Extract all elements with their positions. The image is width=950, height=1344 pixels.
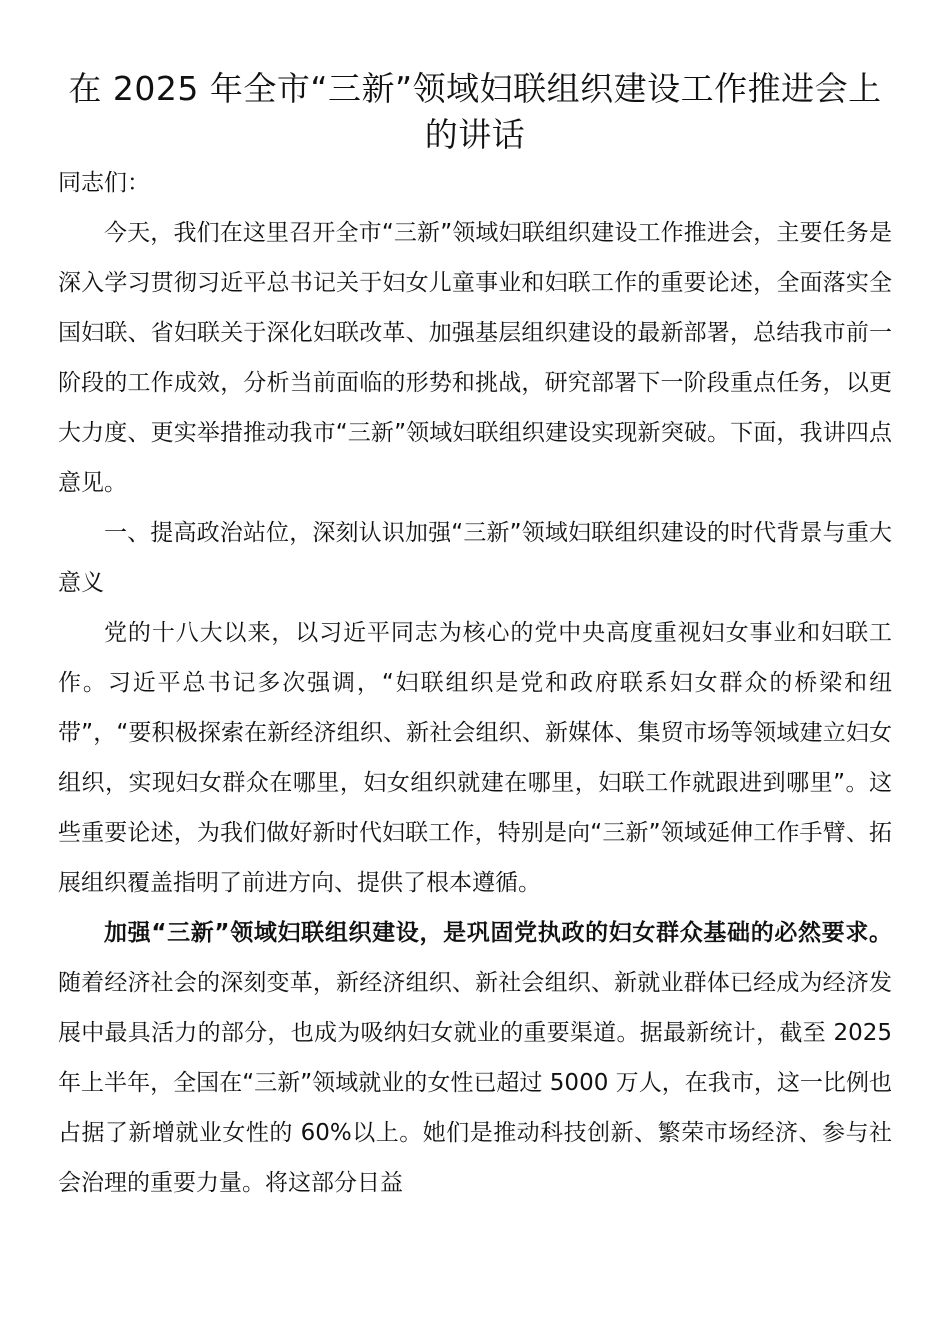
salutation: 同志们： <box>58 170 150 196</box>
section-heading-1-text: 一、提高政治站位，深刻认识加强“三新”领域妇联组织建设的时代背景与重大意义 <box>58 520 892 596</box>
paragraph-background <box>58 608 892 908</box>
document-page <box>58 66 892 1208</box>
paragraph-intro <box>58 208 892 508</box>
paragraph-intro-text: 今天，我们在这里召开全市“三新”领域妇联组织建设工作推进会，主要任务是深入学习贯彻习近平总书记关于妇女儿童事业和妇联工作的重要论述，全面落实全国妇联、省妇联关于深化妇联改革、加强基层组织建设的最新部署，总结我市前一阶段的工作成效，分析当前面临的形势和挑战，研究部署下一阶段重点任务，以更大力度、更实举措推动我市“三新”领域妇联组织建设实现新突破。下面，我讲四点意见。 <box>58 220 892 496</box>
document-title: 在 2025 年全市“三新”领域妇联组织建设工作推进会上的讲话 <box>68 69 882 154</box>
paragraph-significance-text: 随着经济社会的深刻变革，新经济组织、新社会组织、新就业群体已经成为经济发展中最具活力的部分，也成为吸纳妇女就业的重要渠道。据最新统计，截至 2025 年上半年，全国在“三新”领域就业的女性已超过 5000 万人，在我市，这一比例也占据了新增就业女性的 60%以上。她们是推动科技创新、繁荣市场经济、参与社会治理的重要力量。将这部分日益 <box>58 970 892 1196</box>
paragraph-significance-lead: 加强“三新”领域妇联组织建设，是巩固党执政的妇女群众基础的必然要求。 <box>104 920 892 946</box>
paragraph-background-text: 党的十八大以来，以习近平同志为核心的党中央高度重视妇女事业和妇联工作。习近平总书记多次强调，“妇联组织是党和政府联系妇女群众的桥梁和纽带”，“要积极探索在新经济组织、新社会组织、新媒体、集贸市场等领域建立妇女组织，实现妇女群众在哪里，妇女组织就建在哪里，妇联工作就跟进到哪里”。这些重要论述，为我们做好新时代妇联工作，特别是向“三新”领域延伸工作手臂、拓展组织覆盖指明了前进方向、提供了根本遵循。 <box>58 620 892 896</box>
paragraph-significance <box>58 908 892 1208</box>
section-heading-1 <box>58 508 892 608</box>
